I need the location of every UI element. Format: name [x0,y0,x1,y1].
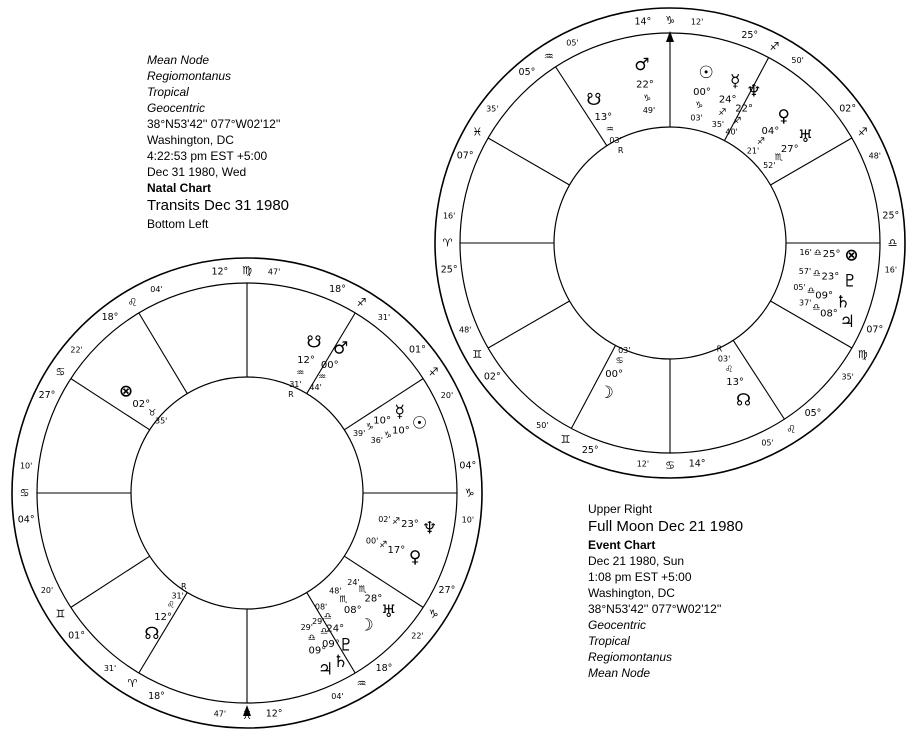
planet-sign-icon: ♐ [392,517,401,528]
planet-glyph-icon: ☿ [394,401,405,422]
cusp-degree: 14° [688,458,706,470]
cusp-minute: 47' [213,709,227,719]
natal-coords: Geocentric [147,101,206,115]
planet-glyph-icon: ♆ [746,81,762,102]
event-date: Dec 21 1980, Sun [588,554,685,568]
planet-minute: 02' [378,515,391,525]
planet-sign-icon: ♎ [307,633,316,644]
natal-time: 4:22:53 pm EST +5:00 [147,149,268,163]
planet-degree: 09° [322,638,340,650]
cusp-minute: 22' [411,631,424,641]
planet-sign-icon: ♎ [323,612,332,623]
planet-degree: 12° [154,611,172,623]
planet-sign-icon: ♌ [166,600,175,611]
cusp-minute: 05' [761,438,774,448]
planet-glyph-icon: ⊗ [118,381,134,402]
cusp-sign-icon: ♐ [769,40,780,54]
planet-glyph-icon: ♃ [839,311,855,332]
cusp-minute: 05' [566,38,579,48]
planet-degree: 12° [297,355,315,367]
cusp-sign-icon: ♌ [786,423,797,437]
cusp-degree: 05° [518,67,536,79]
cusp-degree: 25° [440,264,458,276]
cusp-minute: 20' [440,390,454,400]
planet-sign-icon: ♋ [615,356,624,367]
cusp-sign-icon: ♊ [472,347,483,361]
planet-minute: 36' [370,436,384,446]
planet-glyph-icon: ⊗ [844,245,859,266]
cusp-minute: 47' [267,267,281,277]
cusp-degree: 01° [68,630,85,642]
planet-degree: 09° [815,290,833,302]
retrograde-marker: R [617,145,624,155]
planet-degree: 02° [132,398,151,410]
planet-glyph-icon: ♂ [333,338,349,359]
planet-glyph-icon: ♀ [408,547,422,568]
cusp-minute: 16' [442,211,456,221]
planet-degree: 24° [718,94,737,106]
planet-degree: 27° [780,143,799,155]
planet-sign-icon: ♎ [320,627,329,638]
planet-sign-icon: ♑ [383,431,392,442]
planet-degree: 22° [636,79,654,91]
natal-zodiac: Tropical [147,85,189,99]
cusp-minute: 31' [377,313,391,323]
cusp-degree: 25° [741,29,759,41]
planet-minute: 29' [300,622,313,632]
event-chart-type: Event Chart [588,538,656,552]
planet-sign-icon: ♒ [605,124,614,135]
event-place: Washington, DC [588,586,675,600]
planet-glyph-icon: ☋ [586,89,602,110]
planet-minute: 00' [365,536,379,546]
planet-minute: 03' [690,113,703,123]
natal-place: Washington, DC [147,133,234,147]
event-position: Upper Right [588,502,653,516]
planet-sign-icon: ♒ [296,368,305,379]
natal-chart-type: Natal Chart [147,181,212,195]
natal-node: Mean Node [147,53,210,67]
cusp-minute: 12' [636,459,650,469]
cusp-sign-icon: ♋ [55,365,66,379]
cusp-sign-icon: ♍ [857,347,868,361]
planet-degree: 13° [726,377,744,389]
cusp-degree: 07° [456,150,474,162]
planet-degree: 25° [822,248,841,260]
planet-sign-icon: ♎ [806,286,815,297]
planet-glyph-icon: ☽ [598,383,614,404]
cusp-degree: 04° [17,514,35,526]
cusp-sign-icon: ♐ [857,125,868,139]
planet-degree: 08° [820,308,838,320]
planet-degree: 13° [594,112,613,124]
house-cusp-line [488,301,569,348]
planet-degree: 00° [605,369,623,381]
planet-glyph-icon: ♇ [842,271,858,292]
cusp-minute: 48' [458,325,472,335]
planet-glyph-icon: ♂ [634,55,650,76]
planet-degree: 17° [387,544,406,556]
cusp-degree: 01° [409,344,426,356]
planet-sign-icon: ♉ [147,408,157,419]
planet-sign-icon: ♑ [695,101,704,112]
planet-minute: 03' [609,136,622,146]
cusp-sign-icon: ♓ [242,709,252,722]
planet-minute: 08' [314,602,328,612]
cusp-sign-icon: ♐ [428,365,439,379]
cusp-degree: 14° [634,16,652,28]
cusp-degree: 12° [211,266,229,278]
cusp-degree: 18° [329,284,346,296]
planet-degree: 24° [326,623,345,635]
cusp-degree: 05° [804,407,822,419]
cusp-minute: 04' [331,691,344,701]
planet-glyph-icon: ☊ [735,390,752,411]
planet-minute: 44' [309,382,322,392]
cusp-degree: 02° [839,103,857,115]
planet-sign-icon: ♎ [813,248,822,259]
planet-degree: 10° [392,425,410,437]
natal-houses: Regiomontanus [147,69,232,83]
cusp-minute: 10' [461,515,475,525]
retrograde-marker: R [288,389,294,399]
planet-glyph-icon: ☉ [698,62,714,83]
cusp-minute: 35' [841,372,854,382]
planet-minute: 57' [798,267,812,277]
planet-sign-icon: ♏ [774,153,783,164]
planet-glyph-icon: ☊ [144,623,160,644]
planet-glyph-icon: ♃ [317,659,334,680]
planet-minute: 21' [746,146,760,156]
wheel-1 [435,8,905,478]
cusp-sign-icon: ♊ [560,432,571,446]
planet-minute: 35' [711,119,725,129]
cusp-minute: 10' [19,461,33,471]
planet-minute: 03' [717,354,731,364]
planet-degree: 28° [364,593,383,605]
planet-minute: 49' [642,106,656,116]
planet-glyph-icon: ♇ [338,635,354,656]
cusp-degree: 12° [265,708,283,720]
cusp-minute: 50' [536,420,549,430]
cusp-degree: 07° [866,324,884,336]
planet-minute: 48' [329,586,342,596]
planet-glyph-icon: ☉ [411,413,428,434]
planet-degree: 09° [308,645,327,657]
cusp-sign-icon: ♋ [19,486,30,500]
planet-minute: 40' [725,127,738,137]
planet-minute: 16' [799,247,812,257]
cusp-minute: 35' [486,104,499,114]
cusp-sign-icon: ♋ [665,459,675,472]
cusp-degree: 27° [38,389,56,401]
cusp-degree: 27° [438,585,456,597]
planet-sign-icon: ♏ [358,585,367,596]
cusp-sign-icon: ♐ [356,295,367,309]
cusp-minute: 04' [150,285,163,295]
natal-position: Bottom Left [147,217,209,231]
natal-title: Transits Dec 31 1980 [147,197,290,214]
cusp-degree: 25° [882,210,900,222]
planet-sign-icon: ♑ [365,422,374,433]
planet-glyph-icon: ♆ [421,518,438,539]
house-cusp-line [71,556,150,607]
cusp-minute: 50' [791,56,804,66]
planet-degree: 08° [343,604,362,616]
house-cusp-line [139,313,187,394]
planet-minute: 52' [763,160,776,170]
planet-minute: 35' [155,416,168,426]
planet-glyph-icon: ♀ [777,106,790,127]
planet-degree: 00° [320,360,339,372]
planet-sign-icon: ♌ [725,364,734,375]
inner-ring [131,377,366,609]
cusp-degree: 02° [483,371,501,383]
cusp-sign-icon: ♑ [665,14,675,27]
planet-minute: 31' [171,591,184,601]
planet-sign-icon: ♎ [812,303,821,314]
planet-minute: 05' [793,283,806,293]
planet-sign-icon: ♏ [339,595,348,606]
planet-glyph-icon: ☽ [358,615,374,636]
cusp-minute: 22' [70,345,83,355]
planet-minute: 37' [799,298,812,308]
cusp-degree: 18° [375,662,393,674]
cusp-degree: 04° [459,460,477,472]
cusp-minute: 31' [103,663,117,673]
cusp-minute: 48' [868,151,882,161]
cusp-degree: 25° [581,445,599,457]
cusp-sign-icon: ♊ [55,607,66,621]
planet-minute: 24' [347,577,360,587]
planet-glyph-icon: ☋ [306,332,322,353]
planet-sign-icon: ♐ [718,108,727,119]
planet-degree: 22° [735,103,754,115]
event-time: 1:08 pm EST +5:00 [588,570,692,584]
planet-degree: 23° [401,519,419,531]
natal-latlon: 38°N53'42'' 077°W02'12'' [147,117,281,131]
event-node: Mean Node [588,666,651,680]
planet-degree: 00° [693,86,711,98]
planet-minute: 29' [312,617,325,627]
planet-glyph-icon: ☿ [729,71,741,92]
house-cusp-line [488,138,569,185]
cusp-sign-icon: ♒ [356,677,367,691]
planet-sign-icon: ♑ [643,93,652,104]
event-coords: Geocentric [588,618,647,632]
cusp-sign-icon: ♑ [464,486,475,500]
planet-degree: 04° [761,126,780,138]
planet-sign-icon: ♐ [733,116,742,127]
cusp-sign-icon: ♓ [472,125,483,139]
event-title: Full Moon Dec 21 1980 [588,518,744,535]
cusp-sign-icon: ♍ [242,264,252,277]
planet-minute: 31' [289,379,302,389]
planet-sign-icon: ♐ [379,540,388,551]
cusp-minute: 20' [40,586,54,596]
planet-degree: 23° [821,271,840,283]
event-zodiac: Tropical [588,634,630,648]
planet-glyph-icon: ♅ [797,127,814,148]
event-houses: Regiomontanus [588,650,673,664]
cusp-minute: 16' [884,265,898,275]
cusp-sign-icon: ♑ [428,607,439,621]
cusp-sign-icon: ♈ [442,236,453,250]
retrograde-marker: R [716,344,723,354]
cusp-sign-icon: ♌ [127,295,138,309]
cusp-sign-icon: ♎ [887,236,898,250]
planet-minute: 39' [352,428,366,438]
planet-glyph-icon: ♄ [332,651,349,672]
retrograde-marker: R [181,582,187,592]
planet-sign-icon: ♎ [812,269,821,280]
planet-glyph-icon: ♄ [835,292,851,313]
cusp-sign-icon: ♒ [543,49,554,63]
planet-degree: 10° [373,415,391,427]
planet-minute: 03' [618,346,631,356]
planet-glyph-icon: ♅ [381,601,397,622]
planet-sign-icon: ♒ [318,372,327,383]
cusp-degree: 18° [148,690,165,702]
wheel-0 [12,258,482,728]
cusp-degree: 18° [101,312,119,324]
natal-date: Dec 31 1980, Wed [147,165,247,179]
cusp-sign-icon: ♈ [127,677,138,691]
event-latlon: 38°N53'42'' 077°W02'12'' [588,602,722,616]
cusp-minute: 12' [690,17,704,27]
planet-sign-icon: ♐ [756,136,766,147]
